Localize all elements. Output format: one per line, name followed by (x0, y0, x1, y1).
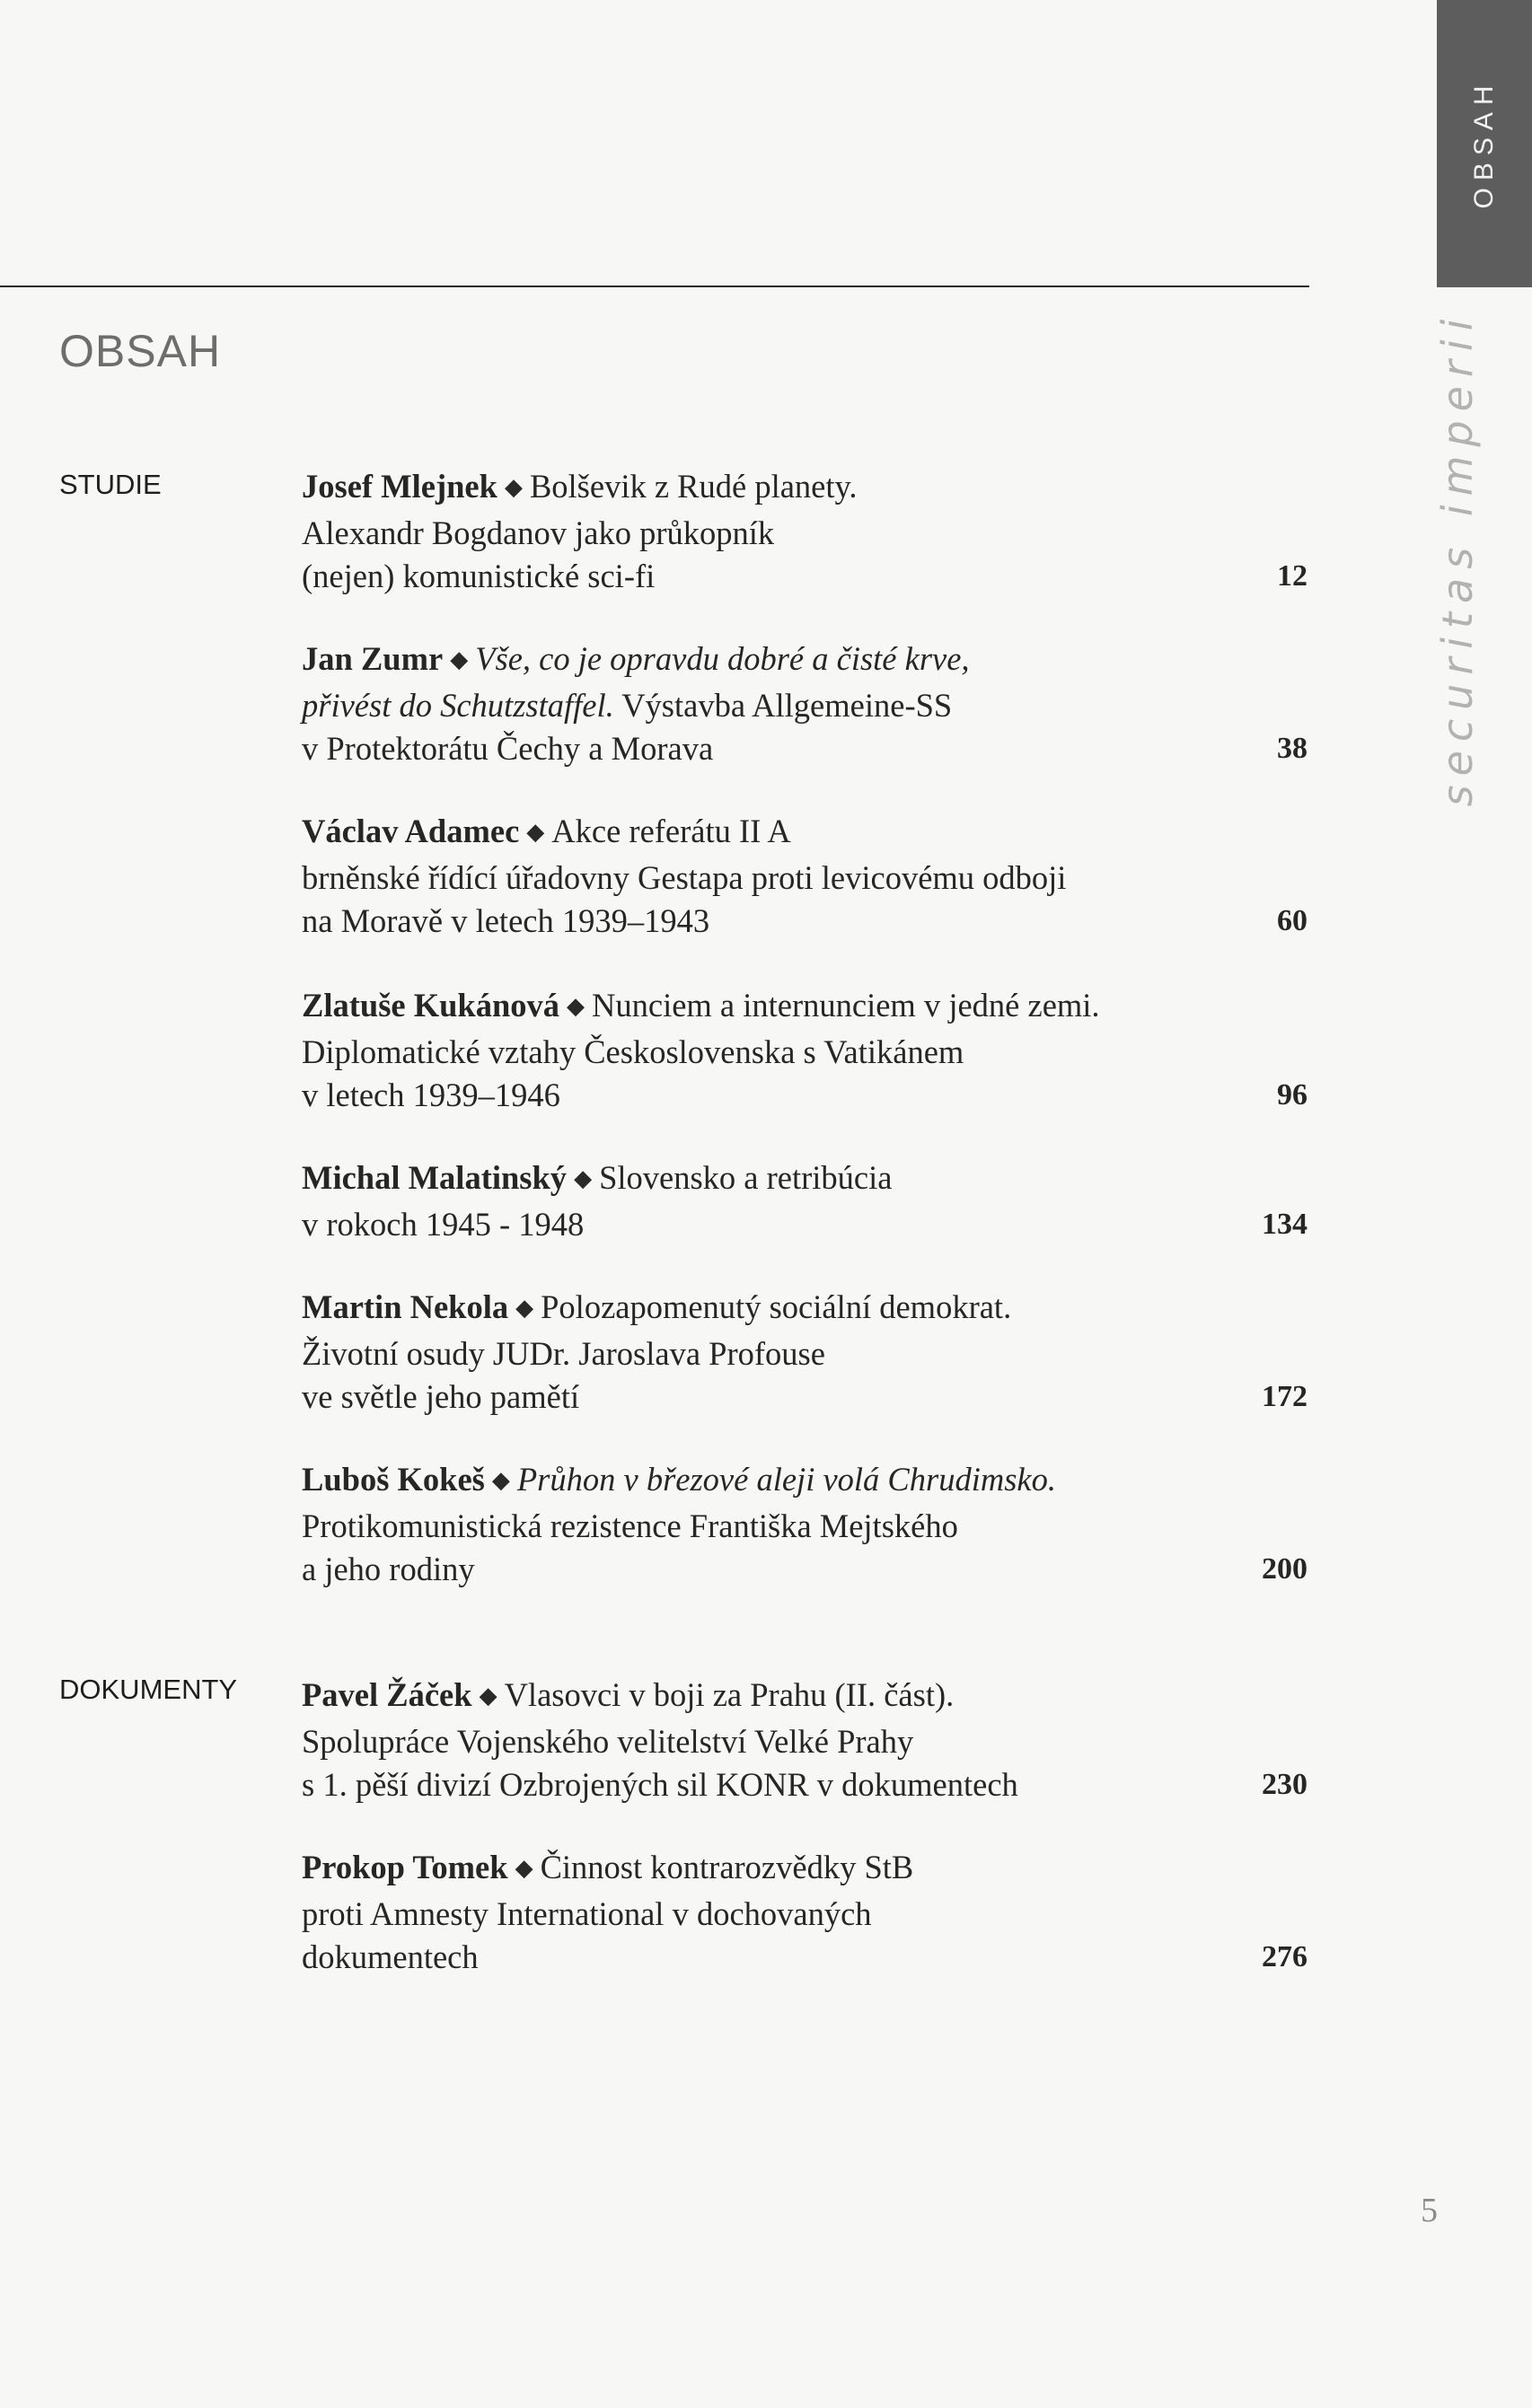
toc-entry[interactable] (302, 1674, 1307, 1806)
diamond-separator-icon: ◆ (526, 819, 545, 846)
page-title: OBSAH (59, 326, 222, 376)
toc-entry[interactable] (302, 1458, 1307, 1591)
entry-author: Zlatuše Kukánová (302, 987, 560, 1024)
entry-author: Michal Malatinský (302, 1159, 568, 1196)
entry-title: Slovensko a retribúcia (599, 1159, 893, 1196)
entry-line: a jeho rodiny (302, 1551, 475, 1587)
entry-line: na Moravě v letech 1939–1943 (302, 902, 710, 939)
section-tab-label: OBSAH (1469, 78, 1499, 209)
diamond-separator-icon: ◆ (567, 993, 586, 1020)
entry-title: Činnost kontrarozvědky StB (540, 1849, 914, 1885)
toc-entry[interactable] (302, 1286, 1307, 1419)
diamond-separator-icon: ◆ (450, 646, 469, 673)
entry-page-number: 96 (1277, 1078, 1307, 1112)
entry-title-italic: přivést do Schutzstaffel. (302, 687, 614, 724)
entry-page-number: 230 (1262, 1768, 1307, 1801)
entry-title-italic: Průhon v březové aleji volá Chrudimsko. (516, 1461, 1057, 1498)
header-rule (0, 286, 1309, 287)
entry-line: Diplomatické vztahy Československa s Vatikánem (302, 1033, 964, 1070)
entry-line: proti Amnesty International v dochovaných (302, 1895, 872, 1932)
entry-page-number: 200 (1262, 1552, 1307, 1586)
entry-line: Protikomunistická rezistence Františka Mejtského (302, 1507, 958, 1544)
entry-page-number: 12 (1277, 559, 1307, 593)
entry-title: Bolševik z Rudé planety. (529, 468, 858, 505)
entry-page-number: 134 (1262, 1208, 1307, 1241)
entry-line: Alexandr Bogdanov jako průkopník (302, 514, 775, 551)
entry-line: s 1. pěší divizí Ozbrojených sil KONR v dokumentech (302, 1766, 1018, 1803)
entry-author: Josef Mlejnek (302, 468, 497, 505)
entry-page-number: 172 (1262, 1380, 1307, 1413)
diamond-separator-icon: ◆ (574, 1165, 593, 1192)
toc-entry[interactable] (302, 465, 1307, 598)
entry-page-number: 38 (1277, 732, 1307, 765)
page-folio: 5 (1421, 2192, 1438, 2229)
entry-line: v letech 1939–1946 (302, 1077, 560, 1113)
entry-author: Luboš Kokeš (302, 1461, 485, 1498)
entry-title: Polozapomenutý sociální demokrat. (541, 1288, 1012, 1325)
entry-author: Prokop Tomek (302, 1849, 508, 1885)
entry-line: brněnské řídící úřadovny Gestapa proti levicovému odboji (302, 859, 1067, 896)
diamond-separator-icon: ◆ (491, 1467, 510, 1494)
toc-entry[interactable] (302, 637, 1307, 770)
entry-line: ve světle jeho pamětí (302, 1378, 580, 1415)
toc-entry[interactable] (302, 1846, 1307, 1979)
entry-title: Akce referátu II A (551, 813, 791, 849)
entry-line: v Protektorátu Čechy a Morava (302, 730, 714, 767)
entry-page-number: 60 (1277, 904, 1307, 937)
entry-line: (nejen) komunistické sci-fi (302, 558, 656, 594)
toc-entry[interactable] (302, 1156, 1307, 1246)
entry-line: Výstavba Allgemeine-SS (613, 687, 953, 724)
section-label-studie: STUDIE (59, 469, 162, 500)
entry-line: dokumentech (302, 1938, 479, 1975)
entry-title-italic: Vše, co je opravdu dobré a čisté krve, (475, 640, 970, 677)
entry-title: Vlasovci v boji za Prahu (II. část). (504, 1676, 955, 1713)
entry-author: Václav Adamec (302, 813, 520, 849)
diamond-separator-icon: ◆ (504, 474, 523, 501)
entry-author: Jan Zumr (302, 640, 444, 677)
toc-entry[interactable] (302, 810, 1307, 943)
entry-title: Nunciem a internunciem v jedné zemi. (592, 987, 1100, 1024)
entry-line: Spolupráce Vojenského velitelství Velké Prahy (302, 1723, 914, 1760)
journal-motto: securitas imperii (1433, 310, 1482, 807)
diamond-separator-icon: ◆ (479, 1683, 497, 1709)
entry-line: v rokoch 1945 - 1948 (302, 1206, 585, 1243)
entry-author: Martin Nekola (302, 1288, 509, 1325)
entry-line: Životní osudy JUDr. Jaroslava Profouse (302, 1335, 825, 1372)
diamond-separator-icon: ◆ (515, 1295, 534, 1322)
section-label-dokumenty: DOKUMENTY (59, 1674, 238, 1705)
diamond-separator-icon: ◆ (515, 1855, 533, 1882)
entry-page-number: 276 (1262, 1940, 1307, 1973)
toc-entry[interactable] (302, 984, 1307, 1117)
entry-author: Pavel Žáček (302, 1676, 472, 1713)
